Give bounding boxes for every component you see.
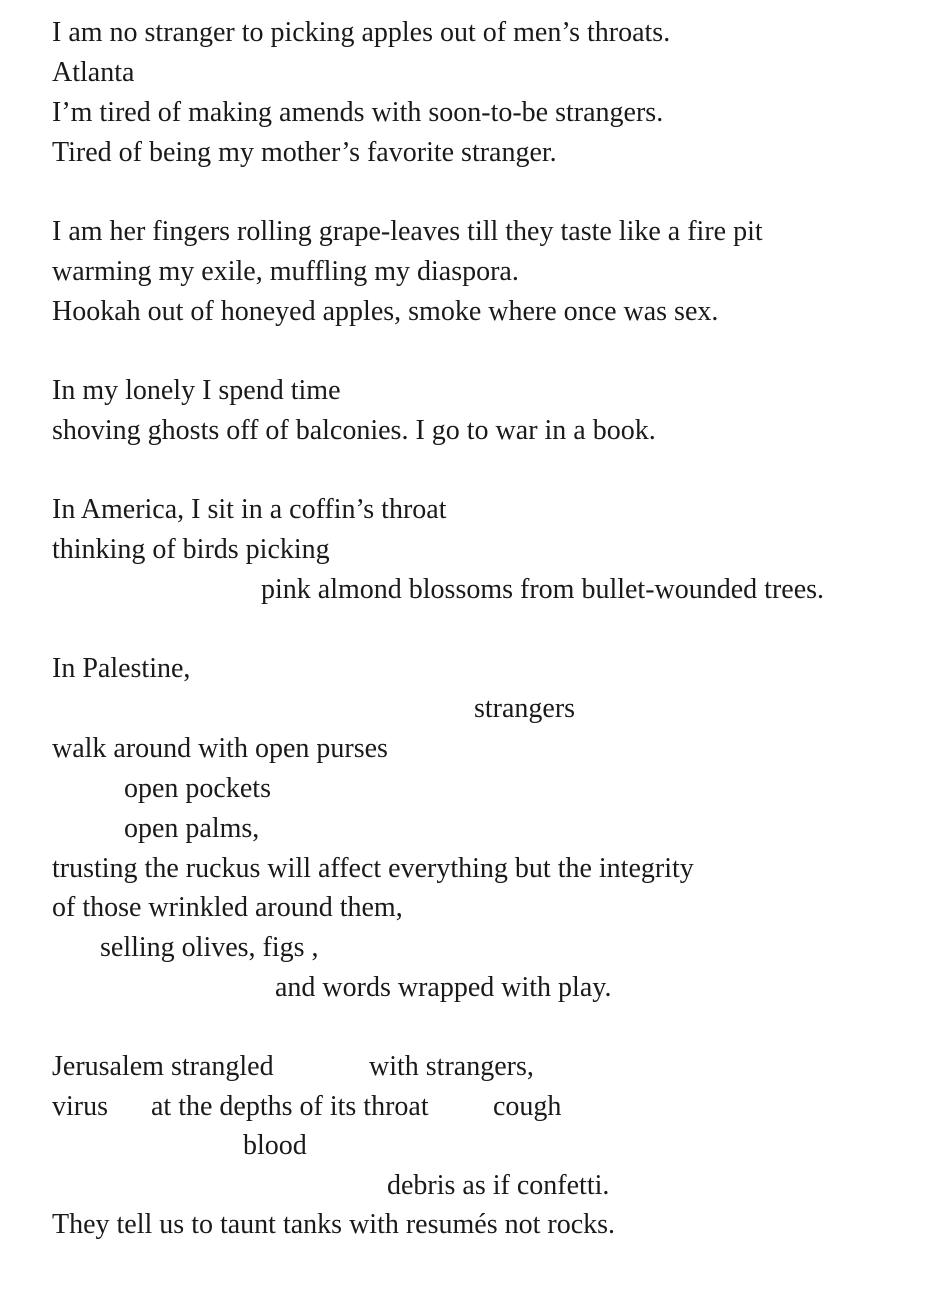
- poem-line: In my lonely I spend time: [52, 375, 341, 406]
- poem-line: pink almond blossoms from bullet-wounded trees.: [261, 574, 825, 605]
- poem-line: I am no stranger to picking apples out of men’s throats.: [52, 17, 671, 48]
- poem-line: shoving ghosts off of balconies. I go to war in a book.: [52, 415, 656, 446]
- poem-line: open pockets: [124, 773, 271, 804]
- poem-line: strangers: [474, 693, 576, 724]
- poem-line: Hookah out of honeyed apples, smoke where once was sex.: [52, 296, 719, 327]
- poem-line: with strangers,: [369, 1051, 534, 1082]
- poem-line: debris as if confetti.: [387, 1170, 610, 1201]
- poem-line: and words wrapped with play.: [275, 972, 612, 1003]
- poem-line: virus: [52, 1091, 108, 1122]
- poem-line: trusting the ruckus will affect everything but the integrity: [52, 853, 694, 884]
- poem-line: thinking of birds picking: [52, 534, 330, 565]
- poem-line: They tell us to taunt tanks with resumés not rocks.: [52, 1209, 616, 1240]
- poem-line: blood: [243, 1130, 307, 1161]
- poem-line: of those wrinkled around them,: [52, 892, 403, 923]
- poem-line: cough: [493, 1091, 562, 1122]
- poem-line: Tired of being my mother’s favorite stranger.: [52, 137, 557, 168]
- poem-line: Atlanta: [52, 57, 135, 88]
- poem-line: In America, I sit in a coffin’s throat: [52, 494, 447, 525]
- poem-line: warming my exile, muffling my diaspora.: [52, 256, 519, 287]
- poem-line: Jerusalem strangled: [52, 1051, 274, 1082]
- poem-line: In Palestine,: [52, 653, 191, 684]
- poem-line: selling olives, figs ,: [100, 932, 319, 963]
- poem-line: I am her fingers rolling grape-leaves till they taste like a fire pit: [52, 216, 763, 247]
- poem-line: I’m tired of making amends with soon-to-be strangers.: [52, 97, 664, 128]
- poem-line: open palms,: [124, 813, 260, 844]
- poem-line: walk around with open purses: [52, 733, 388, 764]
- poem-line: at the depths of its throat: [151, 1091, 429, 1122]
